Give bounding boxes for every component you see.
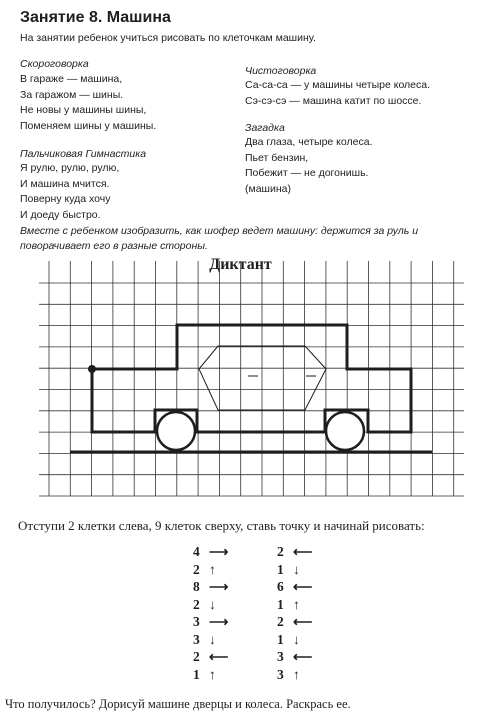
finger-gym-line: И доеду быстро. xyxy=(20,208,101,221)
rear-wheel xyxy=(326,412,364,450)
command-count: 1 xyxy=(277,631,284,647)
arrow-down-icon: ↓ xyxy=(209,631,216,647)
zagadka-heading: Загадка xyxy=(245,122,285,134)
arrow-left-icon: ⟵ xyxy=(293,614,313,629)
command-count: 2 xyxy=(277,544,284,559)
arrow-left-icon: ⟵ xyxy=(209,649,229,664)
skorogovorka-heading: Скороговорка xyxy=(20,58,89,70)
command-row xyxy=(193,578,229,596)
arrow-right-icon: ⟶ xyxy=(209,544,229,559)
commands-right-column xyxy=(277,543,313,683)
zagadka-line: Пьет бензин, xyxy=(245,151,309,164)
command-count: 3 xyxy=(193,614,200,629)
page-title: Занятие 8. Машина xyxy=(20,9,171,26)
command-row xyxy=(277,613,313,631)
arrow-right-icon: ⟶ xyxy=(209,614,229,629)
arrow-down-icon: ↓ xyxy=(293,561,300,577)
arrow-right-icon: ⟶ xyxy=(209,579,229,594)
command-row xyxy=(277,648,313,666)
arrow-up-icon: ↑ xyxy=(209,666,216,682)
finger-gym-heading: Пальчиковая Гимнастика xyxy=(20,148,147,160)
command-row xyxy=(277,666,313,684)
command-count: 4 xyxy=(193,544,200,559)
command-row xyxy=(193,561,229,579)
activity-note-line: поворачивает его в разные стороны. xyxy=(20,240,208,252)
dictation-title: Диктант xyxy=(209,256,272,273)
intro-text: На занятии ребенок учиться рисовать по клеточкам машину. xyxy=(20,32,316,44)
command-row xyxy=(193,613,229,631)
command-row xyxy=(277,543,313,561)
finger-gym-line: И машина мчится. xyxy=(20,177,110,190)
arrow-down-icon: ↓ xyxy=(209,596,216,612)
arrow-left-icon: ⟵ xyxy=(293,649,313,664)
arrow-left-icon: ⟵ xyxy=(293,544,313,559)
chistogovorka-line: Са-са-са — у машины четыре колеса. xyxy=(245,79,431,91)
arrow-up-icon: ↑ xyxy=(209,561,216,577)
command-row xyxy=(193,596,229,614)
command-count: 1 xyxy=(193,666,200,682)
finger-gym-line: Я рулю, рулю, рулю, xyxy=(20,162,120,174)
arrow-up-icon: ↑ xyxy=(293,666,300,682)
finger-gym-line: Поверну куда хочу xyxy=(20,193,111,205)
zagadka-line: (машина) xyxy=(245,182,291,195)
command-count: 8 xyxy=(193,579,200,594)
car-window xyxy=(199,346,326,410)
arrow-up-icon: ↑ xyxy=(293,596,300,612)
command-count: 1 xyxy=(277,596,284,612)
command-count: 2 xyxy=(193,561,200,577)
command-row xyxy=(193,543,229,561)
command-count: 6 xyxy=(277,579,284,594)
command-row xyxy=(193,648,229,666)
car-drawing xyxy=(70,325,432,452)
arrow-left-icon: ⟵ xyxy=(293,579,313,594)
skorogovorka-line: Не новы у машины шины, xyxy=(20,104,147,116)
zagadka-line: Побежит — не догонишь. xyxy=(245,167,369,179)
car-outline xyxy=(92,325,411,432)
chistogovorka-heading: Чистоговорка xyxy=(245,65,317,77)
command-count: 2 xyxy=(193,649,200,664)
chistogovorka-line: Сэ-сэ-сэ — машина катит по шоссе. xyxy=(245,94,422,107)
command-count: 3 xyxy=(277,666,284,682)
skorogovorka-line: Поменяем шины у машины. xyxy=(20,119,157,132)
command-count: 2 xyxy=(193,596,200,612)
command-row xyxy=(193,631,229,649)
skorogovorka-line: В гараже — машина, xyxy=(20,73,123,85)
final-question: Что получилось? Дорисуй машине дверцы и колеса. Раскрась ее. xyxy=(5,697,351,711)
zagadka-line: Два глаза, четыре колеса. xyxy=(245,136,373,148)
front-wheel xyxy=(157,412,195,450)
start-point xyxy=(88,365,96,373)
command-row xyxy=(277,596,313,614)
command-row xyxy=(193,666,229,684)
arrow-down-icon: ↓ xyxy=(293,631,300,647)
command-row xyxy=(277,578,313,596)
command-count: 3 xyxy=(277,649,284,664)
activity-note-line: Вместе с ребенком изобразить, как шофер ведет машину: держится за руль и xyxy=(20,225,419,237)
command-row xyxy=(277,561,313,579)
commands-left-column xyxy=(193,543,229,683)
skorogovorka-line: За гаражом — шины. xyxy=(20,88,124,101)
command-row xyxy=(277,631,313,649)
command-count: 2 xyxy=(277,614,284,629)
command-count: 1 xyxy=(277,561,284,577)
command-count: 3 xyxy=(193,631,200,647)
instruction-text: Отступи 2 клетки слева, 9 клеток сверху, ставь точку и начинай рисовать: xyxy=(18,518,425,533)
